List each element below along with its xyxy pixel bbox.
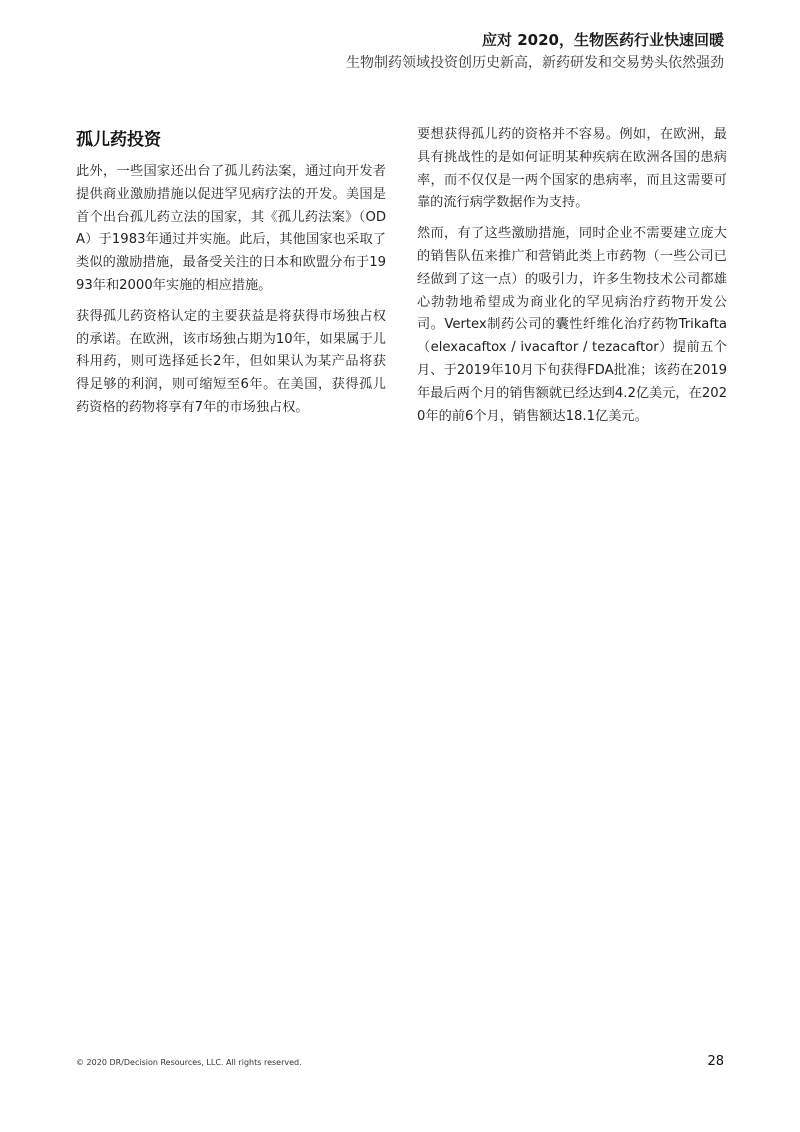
right-column xyxy=(417,124,727,436)
body-paragraph: 然而，有了这些激励措施，同时企业不需要建立庞大的销售队伍来推广和营销此类上市药物（一些公司已经做到了这一点）的吸引力，许多生物技术公司都雄心勃勃地希望成为商业化的罕见病治疗药物开发公司。Vertex制药公司的囊性纤维化治疗药物Trikafta（elexacaftox / ivacaftor / tezacaftor）提前五个月、于2019年10月下旬获得FDA批准；该药在2019年最后两个月的销售额就已经达到4.2亿美元，在2020年的前6个月，销售额达18.1亿美元。 xyxy=(417,226,727,424)
body-paragraph: 要想获得孤儿药的资格并不容易。例如，在欧洲，最具有挑战性的是如何证明某种疾病在欧洲各国的患病率，而不仅仅是一两个国家的患病率，而且这需要可靠的流行病学数据作为支持。 xyxy=(417,127,727,211)
page-number: 28 xyxy=(707,1054,724,1069)
page-footer xyxy=(76,1054,724,1069)
page-header xyxy=(346,30,724,73)
report-subtitle: 生物制药领域投资创历史新高，新药研发和交易势头依然强劲 xyxy=(346,55,724,71)
left-column xyxy=(76,124,386,428)
section-heading: 孤儿药投资 xyxy=(76,130,161,150)
report-title: 应对 2020，生物医药行业快速回暖 xyxy=(482,31,724,49)
body-paragraph: 此外，一些国家还出台了孤儿药法案，通过向开发者提供商业激励措施以促进罕见病疗法的开发。美国是首个出台孤儿药立法的国家，其《孤儿药法案》（ODA）于1983年通过并实施。此后，其他国家也采取了类似的激励措施，最备受关注的日本和欧盟分布于1993年和2000年实施的相应措施。 xyxy=(76,164,386,293)
body-paragraph: 获得孤儿药资格认定的主要获益是将获得市场独占权的承诺。在欧洲，该市场独占期为10年，如果属于儿科用药，则可选择延长2年，但如果认为某产品将获得足够的利润，则可缩短至6年。在美国，获得孤儿药资格的药物将享有7年的市场独占权。 xyxy=(76,308,386,415)
copyright-notice: © 2020 DR/Decision Resources, LLC. All rights reserved. xyxy=(76,1058,302,1067)
